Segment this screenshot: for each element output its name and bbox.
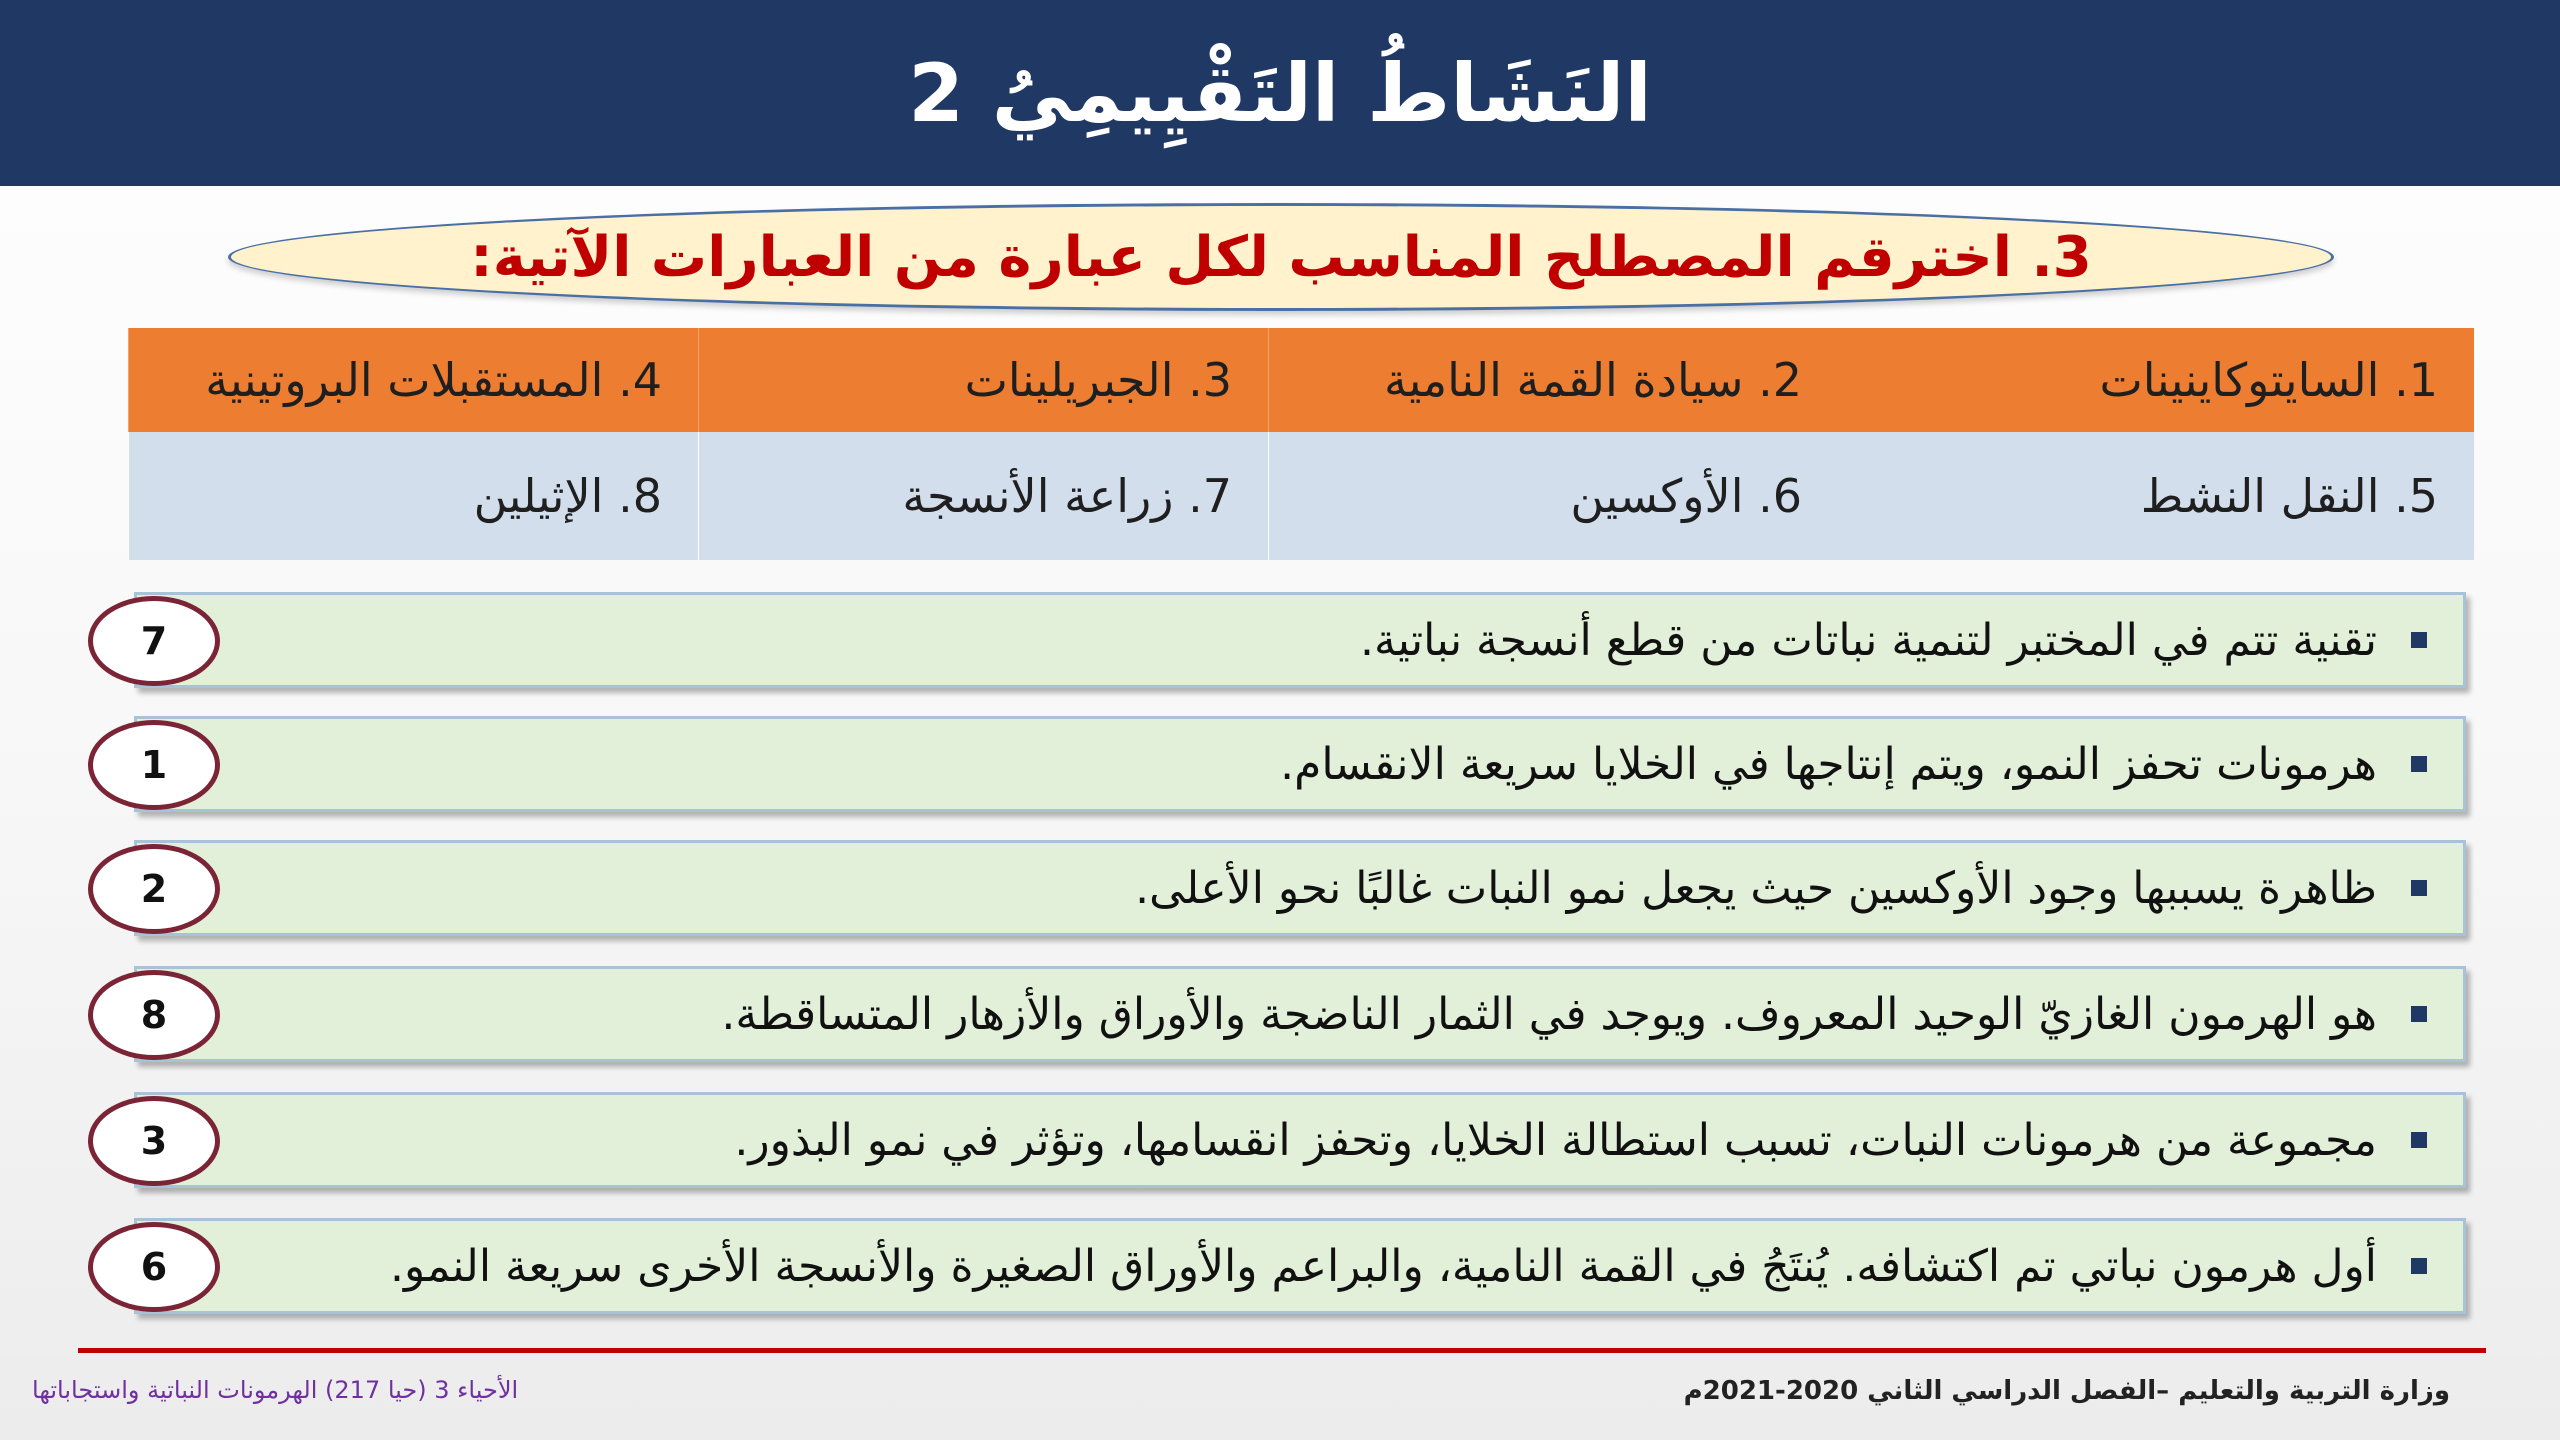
statement-row bbox=[134, 840, 2466, 936]
instruction-oval bbox=[228, 203, 2334, 311]
statement-row bbox=[134, 716, 2466, 812]
square-bullet-icon bbox=[2411, 632, 2427, 648]
term-cell-1: 1. السايتوكاينينات bbox=[2099, 353, 2438, 407]
statement-row bbox=[134, 1092, 2466, 1188]
square-bullet-icon bbox=[2411, 1132, 2427, 1148]
statement-text: مجموعة من هرمونات النبات، تسبب استطالة الخلايا، وتحفز انقسامها، وتؤثر في نمو البذور. bbox=[734, 1114, 2377, 1166]
statement-text: أول هرمون نباتي تم اكتشافه. يُنتَجُ في القمة النامية، والبراعم والأوراق الصغيرة والأنسجة الأخرى سريعة النمو. bbox=[389, 1240, 2377, 1292]
term-cell-6: 6. الأوكسين bbox=[1268, 432, 1838, 560]
header-bar bbox=[0, 0, 2560, 186]
square-bullet-icon bbox=[2411, 1258, 2427, 1274]
term-cell-2: 2. سيادة القمة النامية bbox=[1268, 328, 1838, 432]
term-cell-7: 7. زراعة الأنسجة bbox=[698, 432, 1268, 560]
statement-text: تقنية تتم في المختبر لتنمية نباتات من قطع أنسجة نباتية. bbox=[1360, 614, 2377, 666]
instruction-text: 3. اخترقم المصطلح المناسب لكل عبارة من العبارات الآتية: bbox=[470, 224, 2092, 290]
footer-divider bbox=[78, 1348, 2486, 1353]
answer-oval: 8 bbox=[88, 970, 220, 1060]
statement-text: ظاهرة يسببها وجود الأوكسين حيث يجعل نمو النبات غالبًا نحو الأعلى. bbox=[1135, 862, 2377, 914]
answer-oval: 3 bbox=[88, 1096, 220, 1186]
footer-ministry: وزارة التربية والتعليم –الفصل الدراسي الثاني 2020-2021م bbox=[1683, 1376, 2450, 1406]
answer-oval: 7 bbox=[88, 596, 220, 686]
term-cell-4: 4. المستقبلات البروتينية bbox=[128, 328, 698, 432]
statement-row bbox=[134, 966, 2466, 1062]
answer-oval: 2 bbox=[88, 844, 220, 934]
terms-table bbox=[128, 328, 2474, 560]
statement-text: هرمونات تحفز النمو، ويتم إنتاجها في الخلايا سريعة الانقسام. bbox=[1280, 738, 2377, 790]
page-title: النَشَاطُ التَقْيِيمِيُ 2 bbox=[908, 46, 1652, 140]
term-cell-3: 3. الجبريلينات bbox=[698, 328, 1268, 432]
terms-row-1 bbox=[128, 328, 2474, 432]
answer-oval: 6 bbox=[88, 1222, 220, 1312]
terms-row-2 bbox=[128, 432, 2474, 560]
square-bullet-icon bbox=[2411, 756, 2427, 772]
statement-text: هو الهرمون الغازيّ الوحيد المعروف. ويوجد في الثمار الناضجة والأوراق والأزهار المتساقطة. bbox=[721, 988, 2377, 1040]
answer-oval: 1 bbox=[88, 720, 220, 810]
footer-course: الأحياء 3 (حيا 217) الهرمونات النباتية واستجاباتها bbox=[32, 1376, 519, 1404]
square-bullet-icon bbox=[2411, 880, 2427, 896]
square-bullet-icon bbox=[2411, 1006, 2427, 1022]
term-cell-8: 8. الإثيلين bbox=[128, 432, 698, 560]
statement-row bbox=[134, 1218, 2466, 1314]
statement-row bbox=[134, 592, 2466, 688]
term-cell-5: 5. النقل النشط bbox=[2140, 469, 2438, 523]
